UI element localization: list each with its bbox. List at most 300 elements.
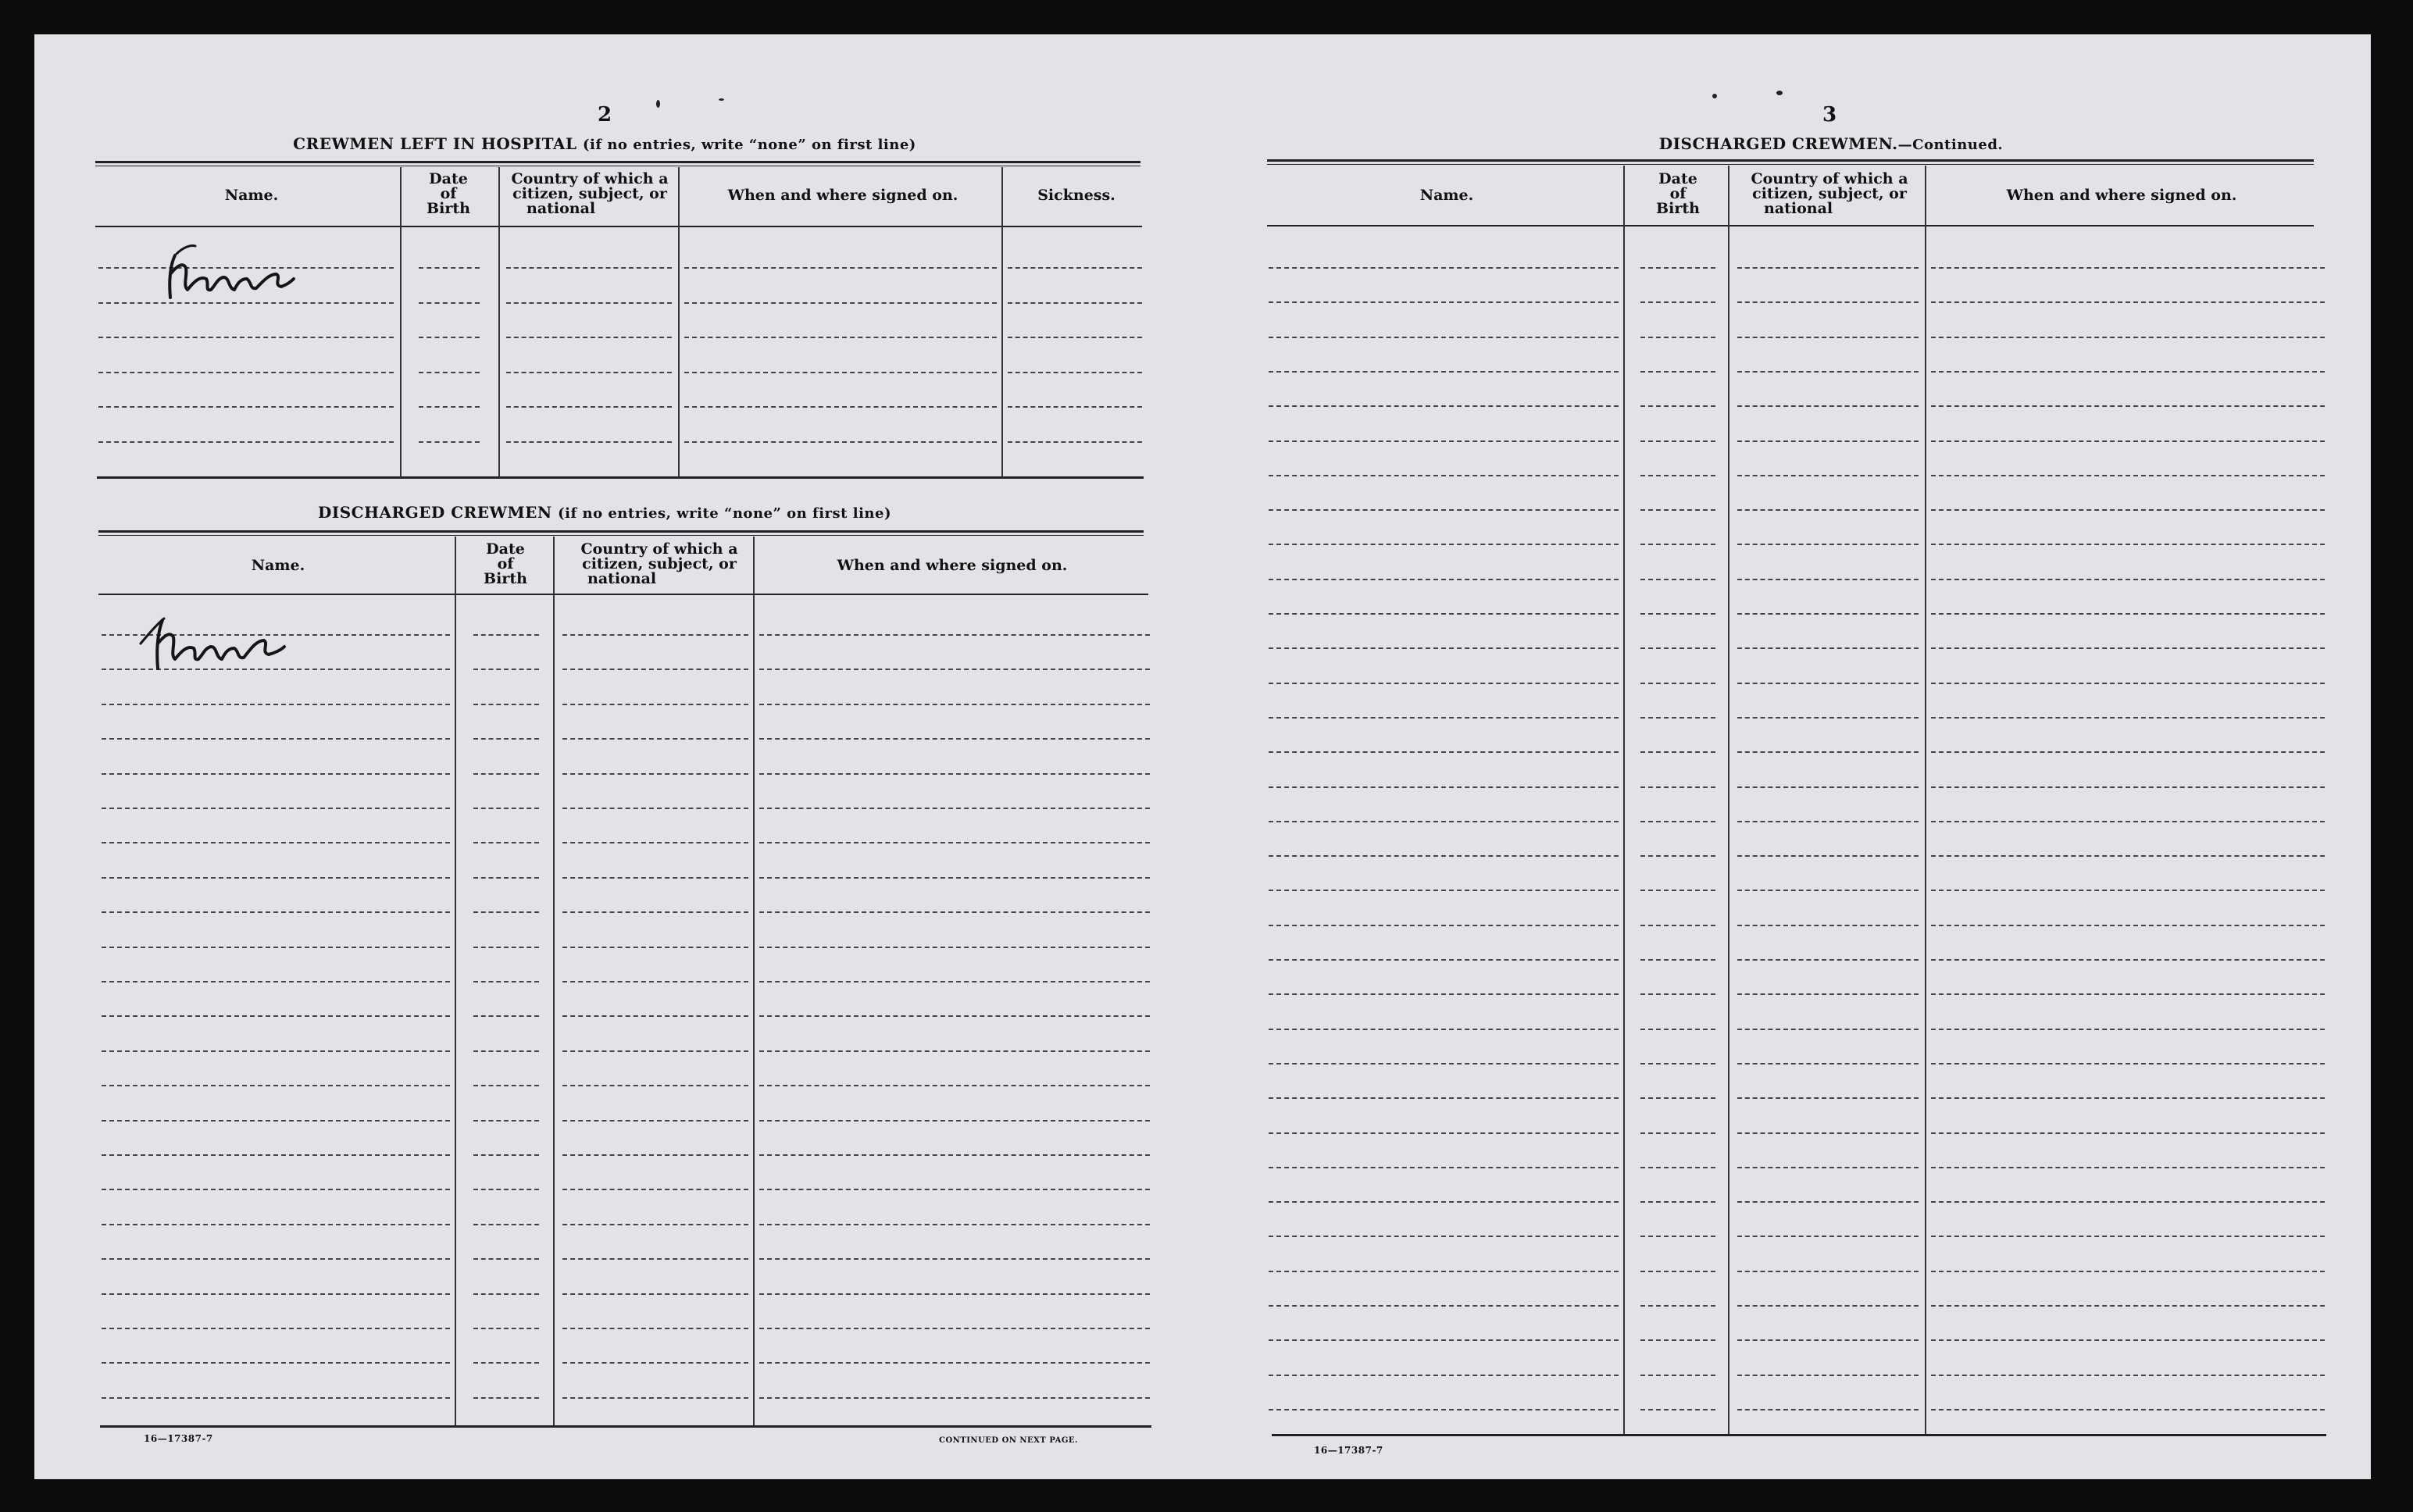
ruled-line bbox=[1269, 786, 1619, 788]
ruled-line bbox=[419, 337, 480, 338]
ruled-line bbox=[102, 842, 450, 843]
ruled-line bbox=[419, 372, 480, 373]
page-number: 2 bbox=[597, 103, 612, 127]
discharged-bottom-rule bbox=[100, 1425, 1151, 1428]
ruled-line bbox=[1931, 475, 2325, 476]
ruled-line bbox=[562, 842, 748, 843]
ruled-line bbox=[102, 911, 450, 913]
ruled-line bbox=[759, 1050, 1150, 1052]
ruled-line bbox=[1737, 1305, 1919, 1307]
ruled-line bbox=[473, 669, 539, 670]
document-sheet bbox=[34, 34, 2371, 1479]
ruled-line bbox=[1737, 509, 1919, 511]
ruled-line bbox=[1640, 544, 1715, 545]
ruled-line bbox=[1640, 267, 1715, 269]
ruled-line bbox=[1269, 1029, 1619, 1030]
ruled-line bbox=[759, 634, 1150, 636]
ruled-line bbox=[102, 1328, 450, 1329]
ruled-line bbox=[562, 669, 748, 670]
ruled-line bbox=[98, 372, 394, 373]
hospital-divider-4 bbox=[1001, 167, 1003, 476]
ruled-line bbox=[102, 947, 450, 948]
ruled-line bbox=[759, 947, 1150, 948]
ruled-line bbox=[1640, 1236, 1715, 1237]
hospital-bottom-rule bbox=[97, 476, 1144, 479]
ruled-line bbox=[102, 1015, 450, 1017]
ruled-line bbox=[506, 406, 672, 408]
ruled-line bbox=[1640, 1305, 1715, 1307]
ruled-line bbox=[1931, 993, 2325, 995]
ruled-line bbox=[102, 1224, 450, 1225]
hospital-col-sickness: Sickness. bbox=[1037, 187, 1115, 204]
ruled-line bbox=[1008, 267, 1142, 269]
ruled-line bbox=[1931, 337, 2325, 338]
ruled-line bbox=[473, 704, 539, 705]
ruled-line bbox=[102, 981, 450, 982]
ruled-line bbox=[1931, 1339, 2325, 1341]
ruled-line bbox=[1640, 1132, 1715, 1134]
ruled-line bbox=[1640, 890, 1715, 891]
ruled-line bbox=[98, 337, 394, 338]
ruled-line bbox=[684, 267, 997, 269]
ruled-line bbox=[506, 267, 672, 269]
ruled-line bbox=[1931, 821, 2325, 822]
ruled-line bbox=[1269, 579, 1619, 580]
ruled-line bbox=[562, 1154, 748, 1156]
ruled-line bbox=[1931, 267, 2325, 269]
hospital-col-country-l3: national bbox=[527, 200, 596, 217]
ruled-line bbox=[473, 808, 539, 809]
ruled-line bbox=[759, 1258, 1150, 1260]
hospital-col-dob-l3: Birth bbox=[427, 200, 470, 217]
hospital-top-rule bbox=[95, 161, 1140, 166]
ruled-line bbox=[102, 773, 450, 775]
ruled-line bbox=[473, 1328, 539, 1329]
ruled-line bbox=[1931, 890, 2325, 891]
ruled-line bbox=[1737, 1271, 1919, 1272]
ruled-line bbox=[1737, 1167, 1919, 1168]
ruled-line bbox=[102, 1050, 450, 1052]
hospital-divider-1 bbox=[400, 167, 402, 476]
ruled-line bbox=[506, 337, 672, 338]
ruled-line bbox=[1931, 717, 2325, 719]
ruled-line bbox=[473, 1224, 539, 1225]
hospital-col-signed: When and where signed on. bbox=[727, 187, 958, 204]
ruled-line bbox=[1640, 613, 1715, 615]
ruled-line bbox=[473, 738, 539, 740]
ruled-line bbox=[1640, 1063, 1715, 1064]
ruled-line bbox=[1737, 1097, 1919, 1099]
ruled-line bbox=[1931, 1097, 2325, 1099]
ruled-line bbox=[759, 738, 1150, 740]
page-number: 3 bbox=[1822, 103, 1837, 127]
ruled-line bbox=[473, 1258, 539, 1260]
right-title-suffix: —Continued. bbox=[1897, 137, 2004, 153]
ruled-line bbox=[1737, 855, 1919, 857]
hospital-col-country bbox=[500, 172, 680, 216]
ruled-line bbox=[1269, 1236, 1619, 1237]
ruled-line bbox=[1640, 440, 1715, 442]
ruled-line bbox=[1737, 925, 1919, 926]
ruled-line bbox=[1737, 1236, 1919, 1237]
ruled-line bbox=[1269, 337, 1619, 338]
ruled-line bbox=[1640, 1201, 1715, 1203]
ruled-line bbox=[759, 877, 1150, 879]
ruled-line bbox=[1640, 717, 1715, 719]
ruled-line bbox=[1737, 475, 1919, 476]
ruled-line bbox=[1737, 1063, 1919, 1064]
ruled-line bbox=[562, 1050, 748, 1052]
ruled-line bbox=[759, 808, 1150, 809]
ruled-line bbox=[759, 1015, 1150, 1017]
ruled-line bbox=[1931, 579, 2325, 580]
ruled-line bbox=[102, 808, 450, 809]
mark bbox=[656, 100, 660, 108]
ruled-line bbox=[759, 1154, 1150, 1156]
ruled-line bbox=[506, 372, 672, 373]
ruled-line bbox=[684, 441, 997, 443]
ruled-line bbox=[473, 773, 539, 775]
ruled-line bbox=[562, 911, 748, 913]
ruled-line bbox=[1931, 1063, 2325, 1064]
ruled-line bbox=[473, 1015, 539, 1017]
ruled-line bbox=[562, 1362, 748, 1364]
hospital-title-text: CREWMEN LEFT IN HOSPITAL bbox=[293, 134, 577, 153]
ruled-line bbox=[1269, 509, 1619, 511]
ruled-line bbox=[1269, 1409, 1619, 1410]
ruled-line bbox=[1737, 1409, 1919, 1410]
ruled-line bbox=[1269, 717, 1619, 719]
ruled-line bbox=[1008, 337, 1142, 338]
ruled-line bbox=[419, 302, 480, 304]
hospital-handwritten-none bbox=[159, 234, 300, 304]
ruled-line bbox=[562, 1015, 748, 1017]
right-bottom-rule bbox=[1272, 1434, 2326, 1436]
ruled-line bbox=[102, 1154, 450, 1156]
ruled-line bbox=[1269, 751, 1619, 753]
right-col-dob bbox=[1626, 172, 1729, 216]
discharged-top-rule bbox=[98, 530, 1144, 536]
right-page bbox=[1237, 34, 2371, 1479]
ruled-line bbox=[1737, 579, 1919, 580]
ruled-line bbox=[1008, 441, 1142, 443]
ruled-line bbox=[1931, 925, 2325, 926]
ruled-line bbox=[1269, 405, 1619, 407]
ruled-line bbox=[1737, 717, 1919, 719]
ruled-line bbox=[1008, 302, 1142, 304]
right-section-title bbox=[1284, 134, 2378, 153]
ruled-line bbox=[1640, 647, 1715, 649]
ruled-line bbox=[473, 981, 539, 982]
ruled-line bbox=[1640, 1167, 1715, 1168]
ruled-line bbox=[562, 773, 748, 775]
ruled-line bbox=[1737, 786, 1919, 788]
ruled-line bbox=[1737, 1339, 1919, 1341]
ruled-line bbox=[1640, 683, 1715, 684]
mark bbox=[1712, 94, 1717, 98]
right-col-country-l1: Country of which a bbox=[1751, 170, 1908, 187]
discharged-instruction: (if no entries, write “none” on first line) bbox=[558, 505, 891, 522]
ruled-line bbox=[684, 372, 997, 373]
ruled-line bbox=[562, 1120, 748, 1122]
right-col-dob-l2: of bbox=[1669, 185, 1687, 202]
discharged-title-text: DISCHARGED CREWMEN bbox=[318, 503, 552, 522]
ruled-line bbox=[1269, 475, 1619, 476]
ruled-line bbox=[419, 441, 480, 443]
ruled-line bbox=[562, 1293, 748, 1295]
ruled-line bbox=[1931, 1236, 2325, 1237]
ruled-line bbox=[1931, 1271, 2325, 1272]
ruled-line bbox=[102, 704, 450, 705]
ruled-line bbox=[473, 911, 539, 913]
ruled-line bbox=[473, 842, 539, 843]
ruled-line bbox=[562, 947, 748, 948]
ruled-line bbox=[1269, 1063, 1619, 1064]
ruled-line bbox=[1737, 890, 1919, 891]
left-page bbox=[34, 34, 1175, 1479]
right-col-dob-l1: Date bbox=[1658, 170, 1697, 187]
ruled-line bbox=[1640, 1097, 1715, 1099]
right-col-name: Name. bbox=[1419, 187, 1474, 204]
ruled-line bbox=[1931, 371, 2325, 373]
ruled-line bbox=[562, 1189, 748, 1190]
hospital-col-country-l1: Country of which a bbox=[511, 170, 669, 187]
continued-note: CONTINUED ON NEXT PAGE. bbox=[939, 1436, 1079, 1445]
ruled-line bbox=[1931, 683, 2325, 684]
ruled-line bbox=[759, 773, 1150, 775]
ruled-line bbox=[684, 337, 997, 338]
right-title-text: DISCHARGED CREWMEN. bbox=[1658, 134, 1898, 153]
ruled-line bbox=[1640, 579, 1715, 580]
ruled-line bbox=[102, 1120, 450, 1122]
ruled-line bbox=[1269, 993, 1619, 995]
ruled-line bbox=[562, 877, 748, 879]
ruled-line bbox=[1269, 267, 1619, 269]
ruled-line bbox=[759, 911, 1150, 913]
discharged-col-dob-l2: of bbox=[497, 555, 514, 572]
ruled-line bbox=[759, 1224, 1150, 1225]
discharged-handwritten-none bbox=[134, 604, 291, 675]
hospital-divider-3 bbox=[678, 167, 680, 476]
ruled-line bbox=[1931, 301, 2325, 303]
ruled-line bbox=[1737, 337, 1919, 338]
ruled-line bbox=[1737, 371, 1919, 373]
ruled-line bbox=[1640, 475, 1715, 476]
ruled-line bbox=[102, 1258, 450, 1260]
ruled-line bbox=[102, 1189, 450, 1190]
ruled-line bbox=[1640, 925, 1715, 926]
hospital-col-dob-l1: Date bbox=[429, 170, 468, 187]
ruled-line bbox=[684, 406, 997, 408]
ruled-line bbox=[1737, 993, 1919, 995]
ruled-line bbox=[1640, 509, 1715, 511]
ruled-line bbox=[102, 738, 450, 740]
ruled-line bbox=[98, 441, 394, 443]
ruled-line bbox=[759, 981, 1150, 982]
hospital-col-dob-l2: of bbox=[440, 185, 457, 202]
ruled-line bbox=[1008, 372, 1142, 373]
ruled-line bbox=[473, 1120, 539, 1122]
ruled-line bbox=[1640, 1271, 1715, 1272]
ruled-line bbox=[1737, 440, 1919, 442]
ruled-line bbox=[102, 877, 450, 879]
hospital-section-title bbox=[97, 134, 1112, 153]
ruled-line bbox=[1640, 786, 1715, 788]
ruled-line bbox=[98, 406, 394, 408]
ruled-line bbox=[419, 267, 480, 269]
ruled-line bbox=[759, 704, 1150, 705]
ruled-line bbox=[102, 1362, 450, 1364]
mark bbox=[1776, 91, 1783, 95]
ruled-line bbox=[1640, 1375, 1715, 1376]
ruled-line bbox=[562, 1224, 748, 1225]
ruled-line bbox=[1737, 267, 1919, 269]
ruled-line bbox=[1640, 855, 1715, 857]
ruled-line bbox=[562, 1258, 748, 1260]
ruled-line bbox=[1737, 1029, 1919, 1030]
hospital-col-dob bbox=[402, 172, 495, 216]
ruled-line bbox=[1269, 371, 1619, 373]
ruled-line bbox=[759, 1120, 1150, 1122]
ruled-line bbox=[1269, 1167, 1619, 1168]
ruled-line bbox=[1931, 440, 2325, 442]
ruled-line bbox=[1737, 683, 1919, 684]
ruled-line bbox=[1737, 613, 1919, 615]
ruled-line bbox=[1269, 959, 1619, 961]
ruled-line bbox=[1931, 405, 2325, 407]
right-col-dob-l3: Birth bbox=[1656, 200, 1700, 217]
ruled-line bbox=[1931, 647, 2325, 649]
ruled-line bbox=[473, 1189, 539, 1190]
ruled-line bbox=[1640, 993, 1715, 995]
ruled-line bbox=[1269, 544, 1619, 545]
ruled-line bbox=[473, 947, 539, 948]
ruled-line bbox=[1931, 1409, 2325, 1410]
ruled-line bbox=[1737, 544, 1919, 545]
ruled-line bbox=[1737, 301, 1919, 303]
ruled-line bbox=[419, 406, 480, 408]
ruled-line bbox=[1269, 613, 1619, 615]
right-divider-1 bbox=[1623, 166, 1625, 1435]
ruled-line bbox=[1640, 1409, 1715, 1410]
ruled-line bbox=[759, 842, 1150, 843]
ruled-line bbox=[759, 1085, 1150, 1086]
ruled-line bbox=[1737, 1201, 1919, 1203]
ruled-line bbox=[1931, 1201, 2325, 1203]
ruled-line bbox=[1640, 1339, 1715, 1341]
ruled-line bbox=[1737, 1132, 1919, 1134]
ruled-line bbox=[1269, 855, 1619, 857]
ruled-line bbox=[1269, 1271, 1619, 1272]
ruled-line bbox=[562, 704, 748, 705]
ruled-line bbox=[473, 1397, 539, 1399]
ruled-line bbox=[562, 1328, 748, 1329]
ruled-line bbox=[1269, 301, 1619, 303]
ruled-line bbox=[1931, 613, 2325, 615]
ruled-line bbox=[1931, 1029, 2325, 1030]
ruled-line bbox=[473, 1050, 539, 1052]
ruled-line bbox=[562, 1085, 748, 1086]
ruled-line bbox=[1269, 1132, 1619, 1134]
ruled-line bbox=[1737, 1375, 1919, 1376]
ruled-line bbox=[1269, 1339, 1619, 1341]
right-divider-3 bbox=[1925, 166, 1926, 1435]
ruled-line bbox=[1931, 959, 2325, 961]
ruled-line bbox=[102, 1085, 450, 1086]
ruled-line bbox=[1269, 440, 1619, 442]
ruled-line bbox=[1931, 544, 2325, 545]
ruled-line bbox=[473, 1154, 539, 1156]
ruled-line bbox=[1640, 337, 1715, 338]
ruled-line bbox=[1737, 405, 1919, 407]
discharged-section-title bbox=[97, 503, 1112, 522]
discharged-header-rule bbox=[98, 594, 1148, 595]
ruled-line bbox=[506, 441, 672, 443]
ruled-line bbox=[1737, 647, 1919, 649]
ruled-line bbox=[102, 1293, 450, 1295]
ruled-line bbox=[1931, 1305, 2325, 1307]
right-col-country bbox=[1731, 172, 1928, 216]
ruled-line bbox=[1640, 405, 1715, 407]
ruled-line bbox=[1269, 1305, 1619, 1307]
ruled-line bbox=[1737, 821, 1919, 822]
ruled-line bbox=[1269, 647, 1619, 649]
ruled-line bbox=[759, 1293, 1150, 1295]
right-col-signed: When and where signed on. bbox=[2006, 187, 2237, 204]
discharged-col-country bbox=[558, 542, 761, 587]
right-col-country-l2: citizen, subject, or bbox=[1752, 185, 1907, 202]
left-footer-code: 16—17387-7 bbox=[144, 1433, 213, 1444]
right-col-country-l3: national bbox=[1764, 200, 1833, 217]
ruled-line bbox=[759, 669, 1150, 670]
discharged-col-country-l3: national bbox=[587, 570, 657, 587]
ruled-line bbox=[1931, 1375, 2325, 1376]
ruled-line bbox=[473, 877, 539, 879]
discharged-col-country-l2: citizen, subject, or bbox=[582, 555, 737, 572]
ruled-line bbox=[1931, 786, 2325, 788]
ruled-line bbox=[1931, 855, 2325, 857]
ruled-line bbox=[1269, 890, 1619, 891]
discharged-col-dob-l3: Birth bbox=[484, 570, 527, 587]
hospital-instruction: (if no entries, write “none” on first line) bbox=[582, 137, 916, 153]
ruled-line bbox=[1737, 751, 1919, 753]
ruled-line bbox=[1269, 821, 1619, 822]
ruled-line bbox=[759, 1328, 1150, 1329]
ruled-line bbox=[1931, 1132, 2325, 1134]
ruled-line bbox=[1737, 959, 1919, 961]
hospital-divider-2 bbox=[498, 167, 500, 476]
ruled-line bbox=[562, 634, 748, 636]
discharged-col-country-l1: Country of which a bbox=[580, 540, 738, 558]
ruled-line bbox=[473, 1293, 539, 1295]
ruled-line bbox=[759, 1189, 1150, 1190]
hospital-col-name: Name. bbox=[224, 187, 279, 204]
ruled-line bbox=[1640, 959, 1715, 961]
discharged-col-dob bbox=[456, 542, 555, 587]
ruled-line bbox=[1269, 683, 1619, 684]
ruled-line bbox=[1640, 1029, 1715, 1030]
mark bbox=[719, 98, 724, 101]
hospital-col-country-l2: citizen, subject, or bbox=[512, 185, 667, 202]
ruled-line bbox=[473, 1085, 539, 1086]
ruled-line bbox=[562, 808, 748, 809]
discharged-col-name: Name. bbox=[251, 557, 305, 574]
discharged-divider-2 bbox=[553, 537, 555, 1425]
ruled-line bbox=[684, 302, 997, 304]
ruled-line bbox=[562, 1397, 748, 1399]
right-top-rule bbox=[1267, 159, 2314, 165]
ruled-line bbox=[1931, 1167, 2325, 1168]
